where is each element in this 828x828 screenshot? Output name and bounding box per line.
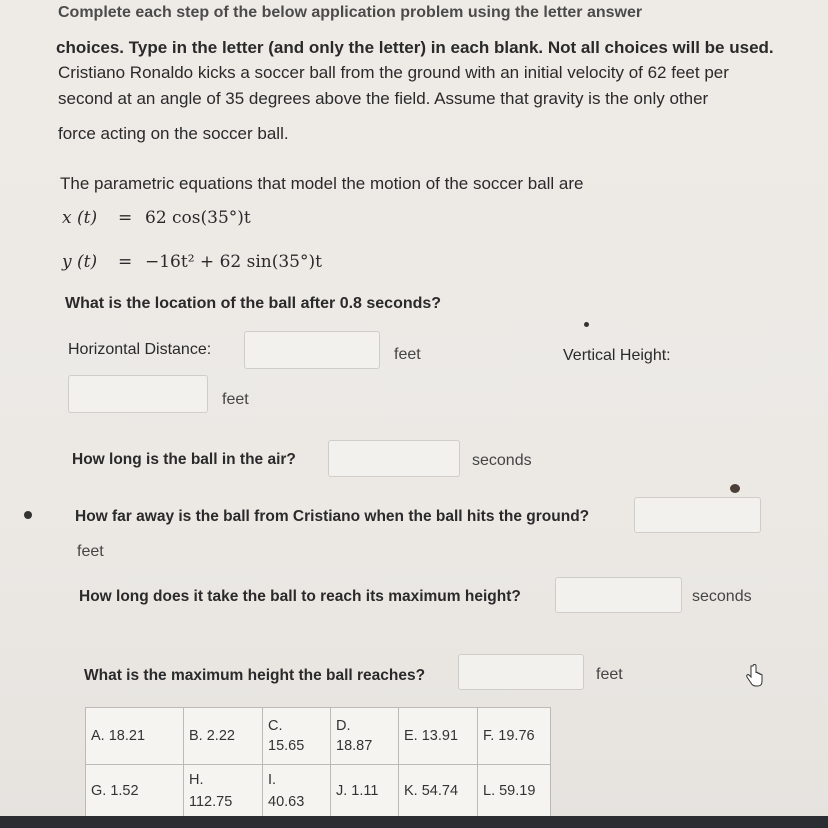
pointer-hand-icon bbox=[744, 664, 764, 688]
choice-i-value: 40.63 bbox=[268, 793, 305, 810]
x-equation-equals: = bbox=[118, 208, 133, 228]
choices-row bbox=[86, 765, 551, 817]
problem-line3: force acting on the soccer ball. bbox=[58, 124, 289, 143]
choice-k: K. 54.74 bbox=[399, 765, 478, 817]
problem-line1: Cristiano Ronaldo kicks a soccer ball from the ground with an initial velocity of 62 feet per bbox=[58, 63, 729, 82]
vertical-height-unit: feet bbox=[222, 391, 249, 408]
max-height-unit: feet bbox=[596, 666, 623, 683]
choice-i bbox=[263, 765, 331, 817]
vertical-height-input[interactable] bbox=[68, 375, 208, 413]
y-equation-equals: = bbox=[118, 252, 133, 272]
choice-d bbox=[331, 708, 399, 765]
distance-input[interactable] bbox=[634, 497, 761, 533]
air-time-input[interactable] bbox=[328, 440, 460, 477]
screen-speck bbox=[584, 322, 589, 327]
choice-f: F. 19.76 bbox=[478, 708, 551, 765]
choice-h bbox=[184, 765, 263, 817]
air-time-question: How long is the ball in the air? bbox=[72, 451, 296, 468]
distance-question: How far away is the ball from Cristiano when the ball hits the ground? bbox=[75, 508, 590, 525]
choice-c-value: 15.65 bbox=[268, 738, 305, 754]
choice-h-letter: H. bbox=[189, 771, 204, 788]
max-height-time-unit: seconds bbox=[692, 588, 752, 605]
horizontal-distance-input[interactable] bbox=[244, 331, 380, 369]
choice-d-value: 18.87 bbox=[336, 738, 373, 754]
horizontal-distance-label: Horizontal Distance: bbox=[68, 341, 212, 358]
y-equation-rhs: −16t² + 62 sin(35°)t bbox=[145, 252, 322, 272]
choice-a: A. 18.21 bbox=[86, 708, 184, 765]
choices-row bbox=[86, 708, 551, 765]
taskbar-strip bbox=[0, 816, 828, 828]
location-question: What is the location of the ball after 0.8 seconds? bbox=[65, 295, 442, 312]
distance-unit: feet bbox=[77, 543, 104, 560]
y-equation-lhs: y (t) bbox=[62, 252, 98, 272]
problem-line2: second at an angle of 35 degrees above the field. Assume that gravity is the only other bbox=[58, 89, 709, 108]
max-height-question: What is the maximum height the ball reaches? bbox=[84, 667, 426, 684]
choice-i-letter: I. bbox=[268, 771, 277, 788]
air-time-unit: seconds bbox=[472, 452, 532, 469]
choice-c-letter: C. bbox=[268, 718, 283, 734]
horizontal-distance-unit: feet bbox=[394, 346, 421, 363]
screen-speck bbox=[730, 484, 740, 493]
choice-b: B. 2.22 bbox=[184, 708, 263, 765]
answer-choices-table bbox=[85, 707, 551, 817]
choice-d-letter: D. bbox=[336, 718, 351, 734]
max-height-time-question: How long does it take the ball to reach its maximum height? bbox=[79, 588, 521, 605]
choice-e: E. 13.91 bbox=[399, 708, 478, 765]
vertical-height-label: Vertical Height: bbox=[563, 347, 671, 364]
choice-c bbox=[263, 708, 331, 765]
max-height-time-input[interactable] bbox=[555, 577, 682, 613]
instructions-line2: choices. Type in the letter (and only the letter) in each blank. Not all choices will be used. bbox=[56, 38, 774, 57]
max-height-input[interactable] bbox=[458, 654, 584, 690]
choice-g: G. 1.52 bbox=[86, 765, 184, 817]
instructions-line1: Complete each step of the below application problem using the letter answer bbox=[58, 4, 643, 21]
equations-intro: The parametric equations that model the motion of the soccer ball are bbox=[60, 174, 584, 193]
x-equation-lhs: x (t) bbox=[62, 208, 98, 228]
x-equation-rhs: 62 cos(35°)t bbox=[145, 208, 251, 228]
screen-speck bbox=[24, 511, 32, 519]
choice-l: L. 59.19 bbox=[478, 765, 551, 817]
choice-h-value: 112.75 bbox=[189, 793, 233, 810]
choice-j: J. 1.11 bbox=[331, 765, 399, 817]
